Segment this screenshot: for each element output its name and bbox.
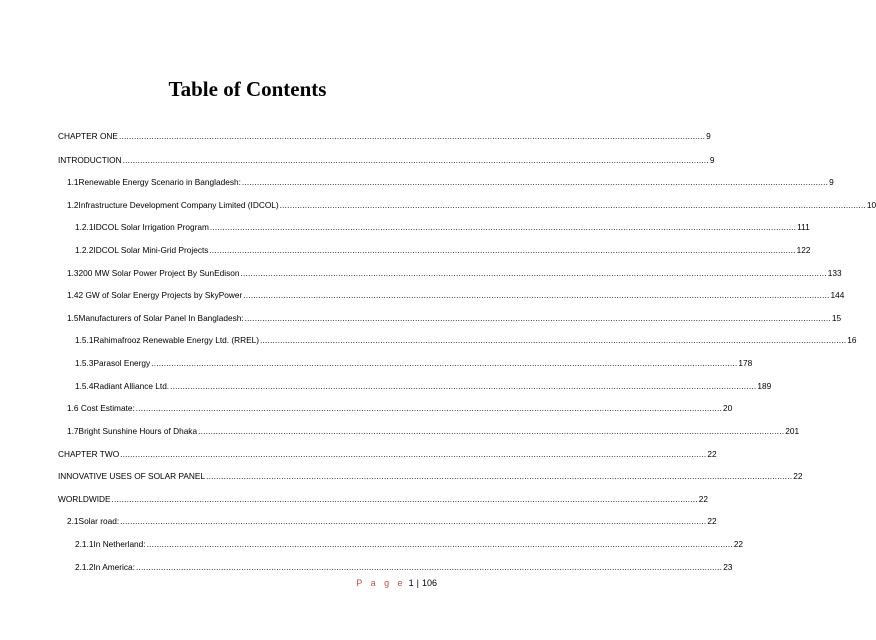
toc-entry-number: 1.3 — [67, 268, 79, 278]
toc-entry[interactable] — [58, 471, 803, 482]
toc-entry[interactable] — [67, 200, 876, 211]
toc-entry[interactable] — [67, 426, 800, 437]
toc-entry[interactable] — [75, 562, 733, 573]
toc-entry-page: 15 — [831, 313, 842, 323]
toc-entry-page: 22 — [793, 471, 803, 481]
toc-entry[interactable] — [75, 335, 857, 346]
toc-entry-text: 2 GW of Solar Energy Projects by SkyPower — [78, 290, 243, 300]
toc-entry-number: 1.2 — [67, 200, 79, 210]
toc-entry[interactable] — [67, 313, 842, 324]
toc-entry-text: IDCOL Solar Mini-Grid Projects — [93, 245, 209, 255]
toc-entry-page: 22 — [707, 449, 717, 459]
toc-entry-text: Radiant Alliance Ltd. — [93, 381, 170, 391]
toc-entry[interactable] — [67, 268, 842, 279]
toc-entry[interactable] — [75, 381, 772, 392]
toc-entry-page: 189 — [757, 381, 772, 391]
toc-entry-text: In Netherland: — [93, 539, 146, 549]
toc-leader-dots — [120, 516, 706, 527]
toc-entry-page: 22 — [698, 494, 708, 504]
toc-leader-dots — [123, 155, 709, 166]
toc-leader-dots — [280, 200, 866, 211]
toc-entry-page: 9 — [709, 155, 715, 165]
toc-entry-number: 1.1 — [67, 177, 79, 187]
toc-entry-text: Solar road: — [78, 516, 120, 526]
toc-entry-text: 1.6 Cost Estimate: — [67, 403, 135, 413]
toc-entry-text: Infrastructure Development Company Limited (IDCOL) — [78, 200, 279, 210]
toc-leader-dots — [206, 471, 792, 482]
toc-entry-number: 2.1.2 — [75, 562, 94, 572]
toc-entry-text: INNOVATIVE USES OF SOLAR PANEL — [58, 471, 206, 481]
toc-entry-text: Bright Sunshine Hours of Dhaka — [78, 426, 198, 436]
toc-entry-text: CHAPTER ONE — [58, 131, 118, 141]
toc-entry-text: Rahimafrooz Renewable Energy Ltd. (RREL) — [93, 335, 260, 345]
toc-leader-dots — [136, 403, 722, 414]
toc-leader-dots — [147, 539, 733, 550]
toc-entry[interactable] — [67, 290, 845, 301]
toc-entry-page: 23 — [723, 562, 733, 572]
toc-entry-page: 133 — [827, 268, 842, 278]
toc-entry-number: 1.5 — [67, 313, 79, 323]
toc-entry-text: Manufacturers of Solar Panel In Bangladesh: — [78, 313, 244, 323]
page-title: Table of Contents — [168, 77, 327, 101]
toc-leader-dots — [241, 268, 827, 279]
toc-leader-dots — [260, 335, 846, 346]
toc-entry-page: 111 — [797, 222, 810, 232]
page-footer — [0, 578, 437, 588]
toc-entry[interactable] — [75, 358, 753, 369]
toc-entry-page: 201 — [785, 426, 800, 436]
toc-entry-number: 2.1.1 — [75, 539, 94, 549]
toc-entry[interactable] — [58, 494, 708, 505]
toc-leader-dots — [245, 313, 831, 324]
toc-entry[interactable] — [58, 131, 711, 142]
footer-total-pages: 106 — [421, 578, 437, 588]
toc-entry[interactable] — [58, 155, 715, 166]
toc-leader-dots — [210, 222, 796, 233]
toc-entry-page: 10 — [866, 200, 876, 210]
toc-entry-number: 1.2.2 — [75, 245, 94, 255]
toc-entry-text: In America: — [93, 562, 135, 572]
toc-entry-number: 1.5.3 — [75, 358, 94, 368]
toc-entry[interactable] — [75, 245, 811, 256]
toc-entry-page: 9 — [829, 177, 834, 187]
toc-entry[interactable] — [67, 177, 834, 188]
toc-entry[interactable] — [67, 516, 717, 527]
toc-entry[interactable] — [58, 449, 717, 460]
toc-entry-text: WORLDWIDE — [58, 494, 111, 504]
toc-entry[interactable] — [67, 403, 733, 414]
footer-separator: | — [416, 578, 419, 588]
toc-leader-dots — [119, 131, 705, 142]
toc-entry-text: INTRODUCTION — [58, 155, 122, 165]
footer-page-label: P a g e — [356, 578, 406, 588]
toc-entry-number: 1.7 — [67, 426, 79, 436]
toc-leader-dots — [170, 381, 756, 392]
toc-entry-number: 1.4 — [67, 290, 79, 300]
toc-leader-dots — [242, 177, 828, 188]
toc-entry-page: 178 — [738, 358, 753, 368]
toc-leader-dots — [243, 290, 829, 301]
toc-entry-number: 1.5.1 — [75, 335, 94, 345]
toc-entry-page: 20 — [723, 403, 733, 413]
toc-entry[interactable] — [75, 539, 744, 550]
toc-entry-text: IDCOL Solar Irrigation Program — [93, 222, 209, 232]
toc-entry-page: 122 — [796, 245, 811, 255]
toc-entry-number: 1.5.4 — [75, 381, 94, 391]
toc-entry-page: 22 — [707, 516, 717, 526]
toc-leader-dots — [198, 426, 784, 437]
toc-entry-text: Parasol Energy — [93, 358, 151, 368]
toc-entry-page: 16 — [847, 335, 857, 345]
toc-leader-dots — [120, 449, 706, 460]
toc-leader-dots — [136, 562, 722, 573]
toc-entry[interactable] — [75, 222, 810, 233]
toc-entry-text: Renewable Energy Scenario in Bangladesh: — [78, 177, 241, 187]
toc-leader-dots — [151, 358, 737, 369]
toc-entry-page: 9 — [706, 131, 711, 141]
toc-entry-text: CHAPTER TWO — [58, 449, 120, 459]
toc-leader-dots — [112, 494, 698, 505]
toc-entry-text: 200 MW Solar Power Project By SunEdison — [78, 268, 240, 278]
toc-entry-number: 2.1 — [67, 516, 79, 526]
toc-entry-number: 1.2.1 — [75, 222, 94, 232]
footer-page-number: 1 — [408, 578, 414, 588]
toc-entry-page: 144 — [830, 290, 845, 300]
toc-entry-page: 22 — [733, 539, 744, 549]
toc-leader-dots — [209, 245, 795, 256]
